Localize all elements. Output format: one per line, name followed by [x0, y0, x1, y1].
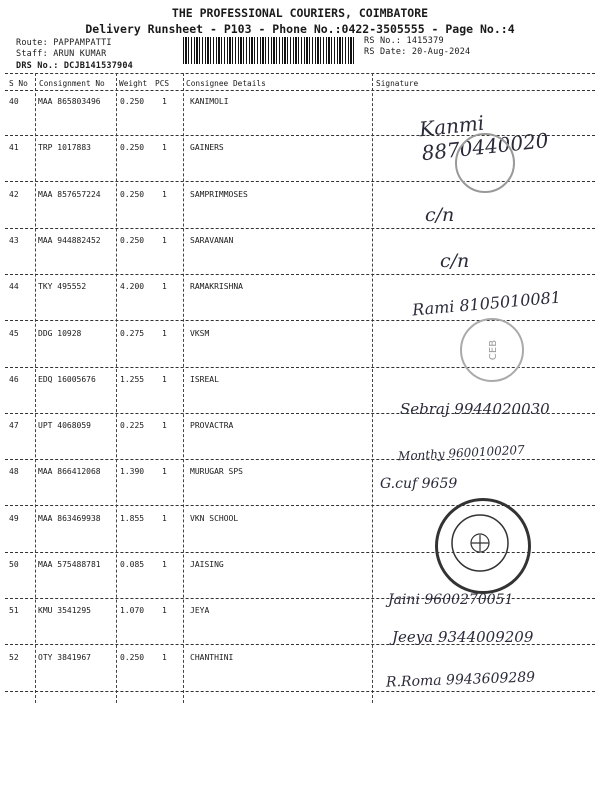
signature-42: c/n: [425, 204, 455, 226]
row-consignment-no: UPT 4068059: [38, 421, 91, 430]
row-pcs: 1: [162, 329, 167, 338]
row-pcs: 1: [162, 143, 167, 152]
row-consignment-no: MAA 575488781: [38, 560, 101, 569]
row-sno: 49: [9, 514, 19, 523]
row-consignment-no: MAA 865803496: [38, 97, 101, 106]
col-divider: [116, 73, 117, 703]
ceb-seal: [460, 318, 524, 382]
row-consignment-no: MAA 857657224: [38, 190, 101, 199]
header-pcs: PCS: [155, 79, 170, 88]
row-consignee: KANIMOLI: [190, 97, 229, 106]
row-consignment-no: MAA 944882452: [38, 236, 101, 245]
row-pcs: 1: [162, 606, 167, 615]
row-sno: 52: [9, 653, 19, 662]
barcode: [183, 37, 355, 64]
header-weight: Weight: [119, 79, 148, 88]
row-weight: 1.070: [120, 606, 145, 615]
row-divider: [5, 459, 595, 460]
row-consignee: JAISING: [190, 560, 224, 569]
row-sno: 45: [9, 329, 19, 338]
row-pcs: 1: [162, 467, 167, 476]
school-seal-graphic: [438, 501, 528, 591]
row-weight: 0.225: [120, 421, 145, 430]
rs-date: RS Date: 20-Aug-2024: [364, 47, 471, 57]
row-sno: 47: [9, 421, 19, 430]
row-weight: 4.200: [120, 282, 145, 291]
row-pcs: 1: [162, 514, 167, 523]
signature-50: Jaini 9600270051: [388, 592, 514, 608]
row-consignment-no: EDQ 16005676: [38, 375, 96, 384]
row-weight: 0.085: [120, 560, 145, 569]
row-sno: 46: [9, 375, 19, 384]
row-consignee: JEYA: [190, 606, 210, 615]
col-divider: [372, 73, 373, 703]
signature-52: R.Roma 9943609289: [385, 669, 536, 691]
row-pcs: 1: [162, 236, 167, 245]
row-consignee: SARAVANAN: [190, 236, 234, 245]
row-consignment-no: KMU 3541295: [38, 606, 91, 615]
row-sno: 48: [9, 467, 19, 476]
col-divider: [35, 73, 36, 703]
signature-47: Monthy 9600100207: [397, 442, 526, 464]
row-weight: 1.855: [120, 514, 145, 523]
col-divider: [183, 73, 184, 703]
row-consignment-no: TKY 495552: [38, 282, 87, 291]
drs-number: DRS No.: DCJB141537904: [16, 61, 133, 71]
row-consignment-no: MAA 866412068: [38, 467, 101, 476]
row-sno: 51: [9, 606, 19, 615]
header-consignee: Consignee Details: [186, 79, 266, 88]
rs-number: RS No.: 1415379: [364, 36, 444, 46]
table-top-rule: [5, 73, 595, 74]
signature-48: G.cuf 9659: [380, 476, 458, 492]
row-consignee: VKN SCHOOL: [190, 514, 239, 523]
row-weight: 0.250: [120, 190, 145, 199]
row-pcs: 1: [162, 653, 167, 662]
signature-43: c/n: [440, 250, 470, 272]
row-weight: 0.250: [120, 236, 145, 245]
row-consignee: RAMAKRISHNA: [190, 282, 243, 291]
header-consignment: Consignment No: [39, 79, 105, 88]
row-consignee: CHANTHINI: [190, 653, 234, 662]
row-consignment-no: OTY 3841967: [38, 653, 91, 662]
row-pcs: 1: [162, 560, 167, 569]
signature-40: Kanmi 8870440020: [417, 110, 550, 166]
row-pcs: 1: [162, 421, 167, 430]
row-consignment-no: DDG 10928: [38, 329, 82, 338]
row-sno: 42: [9, 190, 19, 199]
row-weight: 0.250: [120, 143, 145, 152]
header-sno: S No: [9, 79, 28, 88]
row-consignee: MURUGAR SPS: [190, 467, 243, 476]
row-consignee: VKSM: [190, 329, 210, 338]
row-pcs: 1: [162, 282, 167, 291]
row-sno: 50: [9, 560, 19, 569]
row-weight: 1.255: [120, 375, 145, 384]
signature-51: Jeeya 9344009209: [392, 628, 534, 646]
row-sno: 43: [9, 236, 19, 245]
route-label: Route: PAPPAMPATTI: [16, 38, 112, 48]
row-pcs: 1: [162, 97, 167, 106]
svg-text:CEB: CEB: [488, 339, 499, 361]
signature-44: Rami 8105010081: [411, 287, 562, 320]
row-sno: 40: [9, 97, 19, 106]
row-consignment-no: MAA 863469938: [38, 514, 101, 523]
staff-label: Staff: ARUN KUMAR: [16, 49, 107, 59]
row-weight: 0.250: [120, 97, 145, 106]
row-pcs: 1: [162, 375, 167, 384]
row-weight: 0.275: [120, 329, 145, 338]
row-sno: 41: [9, 143, 19, 152]
row-divider: [5, 691, 595, 692]
school-seal: [435, 498, 531, 594]
runsheet-title: Delivery Runsheet - P103 - Phone No.:0422-3505555 - Page No.:4: [85, 22, 515, 36]
row-divider: [5, 228, 595, 229]
row-weight: 0.250: [120, 653, 145, 662]
row-sno: 44: [9, 282, 19, 291]
stamp-seal: [455, 133, 515, 193]
signature-46: Sebraj 9944020030: [400, 400, 550, 418]
row-pcs: 1: [162, 190, 167, 199]
header-rule: [5, 90, 595, 91]
row-consignee: PROVACTRA: [190, 421, 234, 430]
row-weight: 1.390: [120, 467, 145, 476]
header-signature: Signature: [376, 79, 419, 88]
company-title: THE PROFESSIONAL COURIERS, COIMBATORE: [171, 6, 429, 20]
row-consignee: ISREAL: [190, 375, 219, 384]
row-consignment-no: TRP 1017883: [38, 143, 91, 152]
row-divider: [5, 274, 595, 275]
row-consignee: GAINERS: [190, 143, 224, 152]
ceb-seal-graphic: [462, 320, 522, 380]
row-consignee: SAMPRIMMOSES: [190, 190, 248, 199]
